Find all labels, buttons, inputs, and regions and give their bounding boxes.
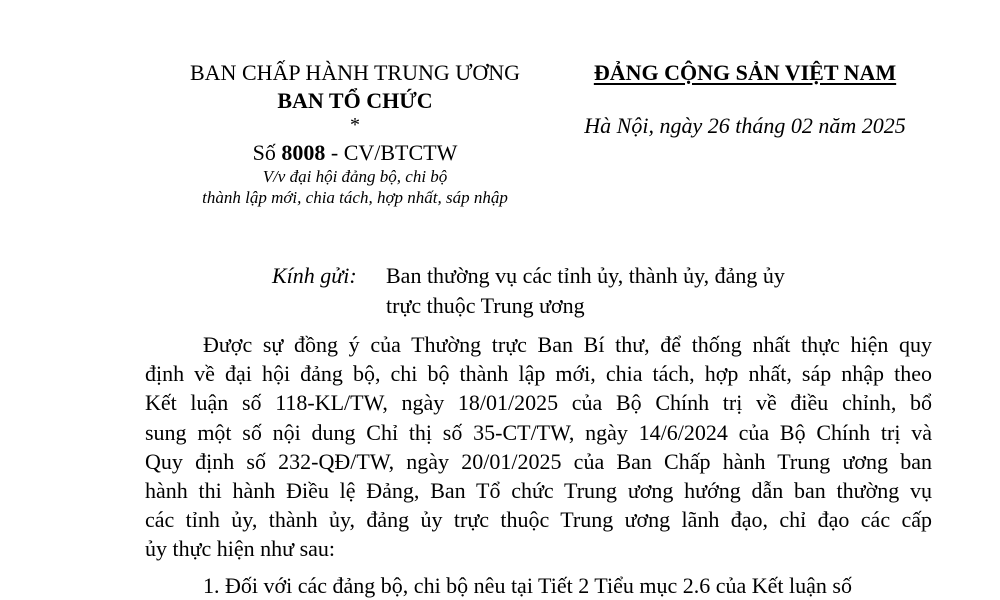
doc-number-suffix: - CV/BTCTW [325, 140, 458, 165]
recipient-label: Kính gửi: [272, 263, 357, 288]
document-subject-line-2: thành lập mới, chia tách, hợp nhất, sáp nhập [202, 188, 508, 207]
paragraph-line: Quy định số 232-QĐ/TW, ngày 20/01/2025 của Ban Chấp hành Trung ương ban [145, 448, 932, 474]
numbered-item-1: 1. Đối với các đảng bộ, chi bộ nêu tại Tiết 2 Tiểu mục 2.6 của Kết luận số [203, 573, 852, 598]
issuing-organization: BAN CHẤP HÀNH TRUNG ƯƠNG [190, 60, 520, 85]
issuing-department: BAN TỔ CHỨC [277, 88, 433, 113]
recipient-line-1: Ban thường vụ các tỉnh ủy, thành ủy, đảng ủy [386, 263, 785, 288]
paragraph-line: ủy thực hiện như sau: [145, 536, 336, 562]
header-star-separator: * [350, 114, 360, 136]
doc-number-value: 8008 [281, 140, 326, 165]
place-and-date: Hà Nội, ngày 26 tháng 02 năm 2025 [584, 113, 906, 138]
recipient-line-2: trực thuộc Trung ương [386, 293, 585, 318]
body-paragraph-1 [145, 330, 932, 564]
paragraph-line: các tỉnh ủy, thành ủy, đảng ủy trực thuộc Trung ương lãnh đạo, chỉ đạo các cấp [145, 507, 932, 533]
paragraph-line: sung một số nội dung Chỉ thị số 35-CT/TW, ngày 14/6/2024 của Bộ Chính trị và [145, 419, 932, 445]
document-number [150, 140, 560, 166]
party-name: ĐẢNG CỘNG SẢN VIỆT NAM [593, 60, 897, 85]
document-subject-line-1: V/v đại hội đảng bộ, chi bộ [262, 167, 448, 186]
paragraph-line: Được sự đồng ý của Thường trực Ban Bí thư, để thống nhất thực hiện quy [203, 332, 932, 357]
doc-number-prefix: Số [252, 140, 282, 165]
paragraph-line: Kết luận số 118-KL/TW, ngày 18/01/2025 của Bộ Chính trị về điều chỉnh, bổ [145, 390, 932, 416]
paragraph-line: hành thi hành Điều lệ Đảng, Ban Tổ chức Trung ương hướng dẫn ban thường vụ [145, 478, 932, 504]
paragraph-line: định về đại hội đảng bộ, chi bộ thành lập mới, chia tách, hợp nhất, sáp nhập theo [145, 361, 932, 387]
